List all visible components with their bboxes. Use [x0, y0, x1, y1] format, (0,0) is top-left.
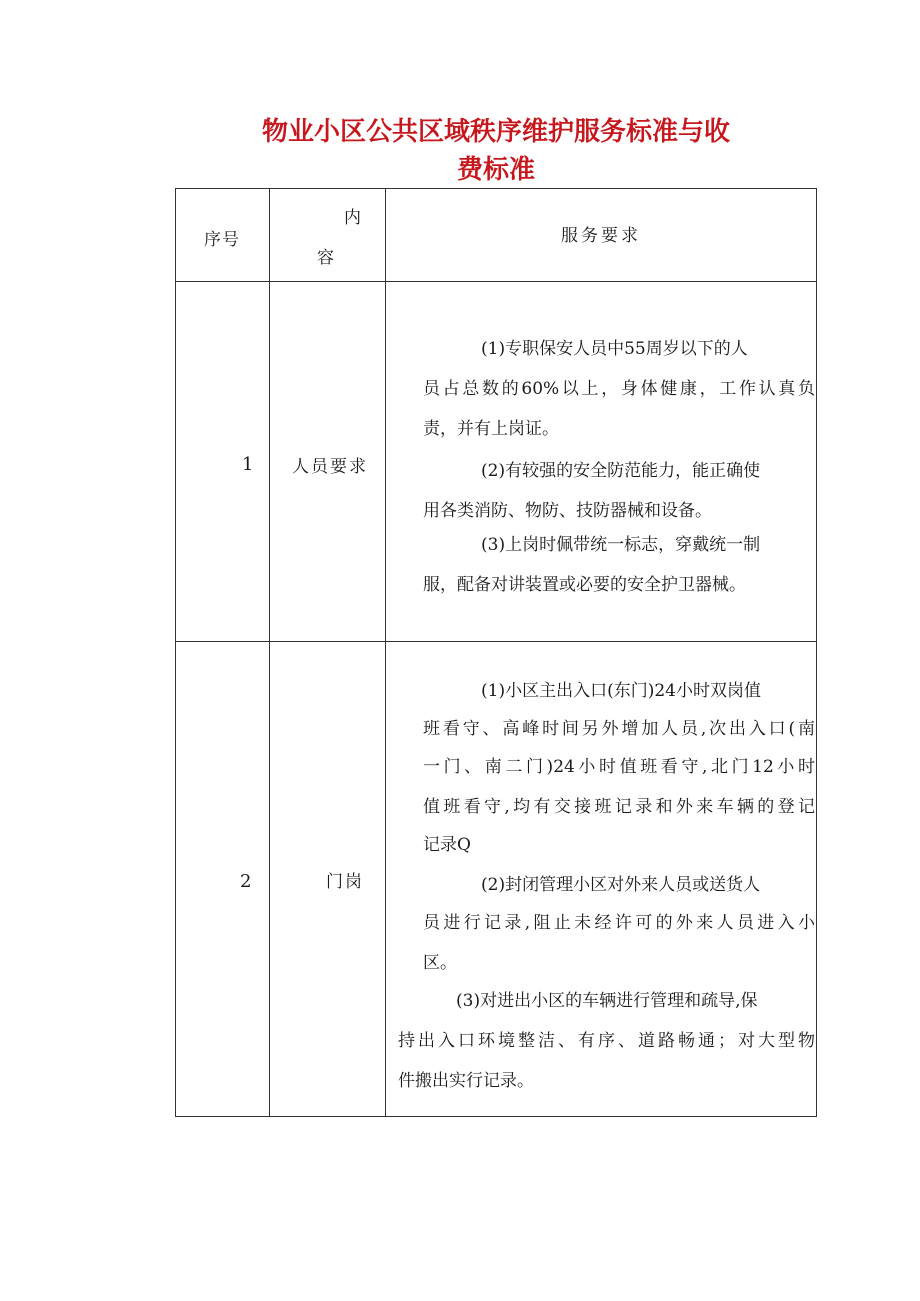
row-1-req-line: (3)上岗时佩带统一标志，穿戴统一制 — [481, 535, 761, 555]
document-title-line-2: 费标准 — [456, 155, 535, 185]
row-2-req-line: 值班看守,均有交接班记录和外来车辆的登记 — [423, 797, 815, 817]
header-content-char-1: 内 — [344, 208, 361, 228]
row-2-req-line: 员进行记录,阻止未经许可的外来人员进入小 — [423, 913, 815, 933]
row-2-req-line: (1)小区主出入口(东门)24小时双岗值 — [481, 681, 761, 701]
row-2-content: 门岗 — [326, 872, 364, 892]
table-column-divider — [385, 189, 386, 1116]
row-2-req-line: 件搬出实行记录。 — [398, 1071, 534, 1091]
header-content-char-2: 容 — [317, 248, 334, 268]
row-1-number: 1 — [242, 454, 254, 475]
row-1-content: 人员要求 — [292, 457, 368, 477]
header-requirements: 服务要求 — [561, 226, 641, 246]
row-2-req-line: 一门、南二门)24小时值班看守,北门12小时 — [423, 757, 815, 777]
row-2-req-line: 班看守、高峰时间另外增加人员,次出入口(南 — [423, 719, 815, 739]
row-2-req-line: (2)封闭管理小区对外来人员或送货人 — [481, 875, 761, 895]
header-number: 序号 — [204, 230, 240, 250]
row-1-req-line: (2)有较强的安全防范能力，能正确使 — [481, 461, 761, 481]
row-2-req-line: 持出入口环境整洁、有序、道路畅通；对大型物 — [398, 1031, 815, 1051]
row-1-req-line: 责，并有上岗证。 — [423, 419, 559, 439]
table-column-divider — [269, 189, 270, 1116]
row-2-req-line: (3)对进出小区的车辆进行管理和疏导,保 — [456, 991, 758, 1011]
table-row-divider — [176, 641, 816, 642]
table-row-divider — [176, 281, 816, 282]
document-title-line-1: 物业小区公共区域秩序维护服务标准与收 — [261, 117, 730, 147]
row-1-req-line: 服，配备对讲装置或必要的安全护卫器械。 — [423, 575, 746, 595]
row-2-req-line: 记录Q — [423, 835, 471, 855]
row-1-req-line: 用各类消防、物防、技防器械和设备。 — [423, 501, 712, 521]
row-1-req-line: 员占总数的60%以上，身体健康，工作认真负 — [423, 379, 815, 399]
service-standard-table — [175, 188, 817, 1117]
row-2-number: 2 — [240, 871, 252, 892]
row-2-req-line: 区。 — [423, 953, 457, 973]
row-1-req-line: (1)专职保安人员中55周岁以下的人 — [481, 339, 748, 359]
